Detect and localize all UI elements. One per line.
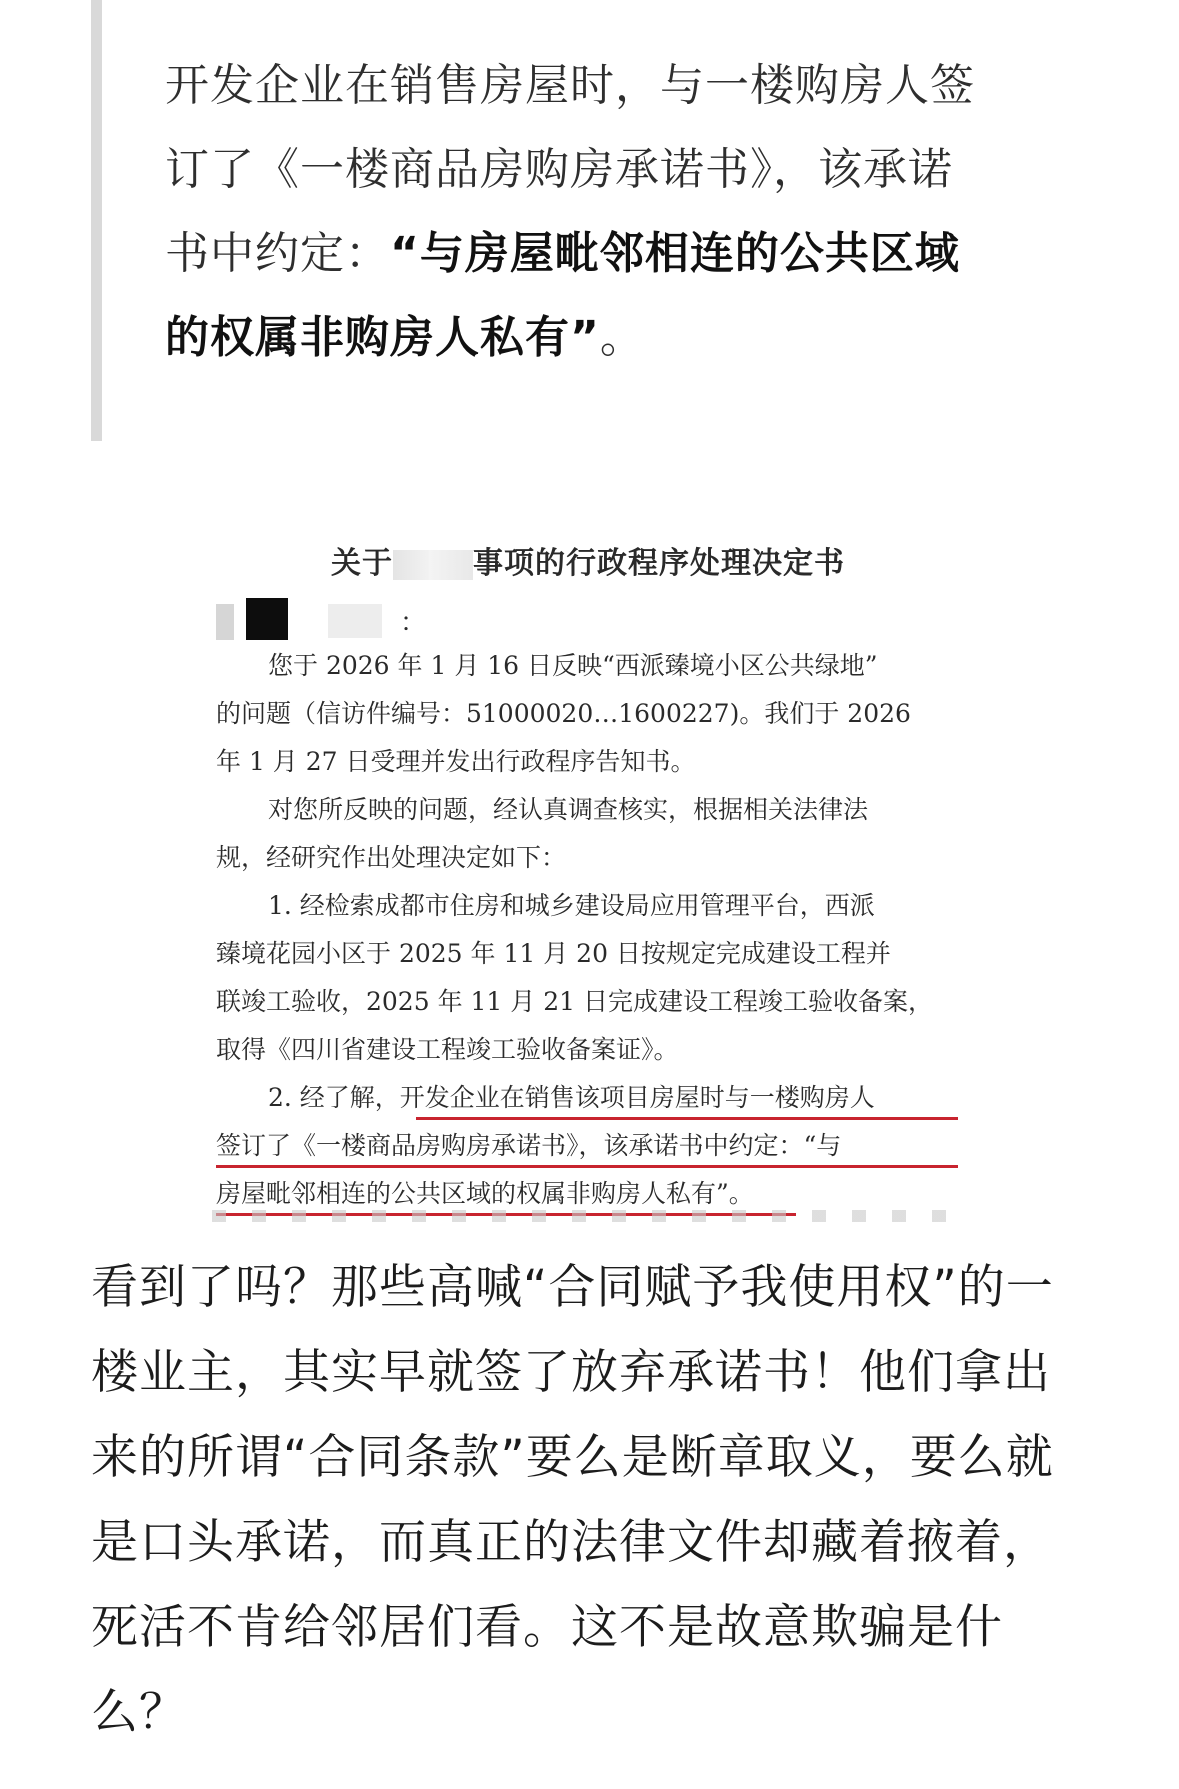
document-line: 规，经研究作出处理决定如下： xyxy=(216,843,567,872)
paragraph-line: 死活不肯给邻居们看。这不是故意欺骗是什 xyxy=(91,1600,1003,1655)
paragraph-line: 是口头承诺，而真正的法律文件却藏着掖着， xyxy=(91,1515,1051,1570)
quote-bold-text: 的权属非购房人私有” xyxy=(165,312,600,363)
quote-bold-text: “与房屋毗邻相连的公共区域 xyxy=(390,228,960,279)
document-line: 联竣工验收，2025 年 11 月 21 日完成建设工程竣工验收备案， xyxy=(216,987,933,1016)
redacted-block xyxy=(429,550,473,580)
document-line: 1. 经检索成都市住房和城乡建设局应用管理平台，西派 xyxy=(268,891,875,920)
document-line: 取得《四川省建设工程竣工验收备案证》。 xyxy=(216,1035,679,1064)
redacted-block xyxy=(393,550,429,580)
redacted-block xyxy=(328,604,382,638)
document-scan-image xyxy=(212,510,964,1222)
cropped-text-edge xyxy=(212,1210,964,1222)
quote-line: 开发企业在销售房屋时，与一楼购房人签 xyxy=(165,60,975,111)
document-title-end: 事项的行政程序处理决定书 xyxy=(473,546,845,581)
paragraph-line: 么？ xyxy=(91,1685,187,1740)
document-line: 您于 2026 年 1 月 16 日反映“西派臻境小区公共绿地” xyxy=(268,651,878,680)
quote-bar xyxy=(91,0,102,441)
document-salutation xyxy=(216,598,516,642)
document-line: 臻境花园小区于 2025 年 11 月 20 日按规定完成建设工程并 xyxy=(216,939,891,968)
paragraph-line: 楼业主，其实早就签了放弃承诺书！他们拿出 xyxy=(91,1345,1051,1400)
redacted-block xyxy=(246,598,288,640)
salutation-colon: ： xyxy=(400,608,427,638)
quote-text xyxy=(165,44,1045,380)
quote-line xyxy=(165,212,1045,296)
document-line: 对您所反映的问题，经认真调查核实，根据相关法律法 xyxy=(268,795,869,824)
document-title xyxy=(212,538,964,582)
paragraph-line: 来的所谓“合同条款”要么是断章取义，要么就 xyxy=(91,1430,1054,1485)
quote-end-text: 。 xyxy=(599,312,645,363)
document-line: 年 1 月 27 日受理并发出行政程序告知书。 xyxy=(216,747,696,776)
document-body xyxy=(216,642,958,1218)
main-paragraph xyxy=(91,1245,1081,1755)
document-line: 的问题（信访件编号：51000020…1600227)。我们于 2026 xyxy=(216,699,911,728)
redacted-block xyxy=(216,604,234,640)
quote-line: 订了《一楼商品房购房承诺书》，该承诺 xyxy=(165,144,953,195)
quote-line xyxy=(165,296,1045,380)
paragraph-line: 看到了吗？那些高喊“合同赋予我使用权”的一 xyxy=(91,1260,1054,1315)
quote-normal-text: 书中约定： xyxy=(165,228,390,279)
document-line-underlined: 2. 经了解，开发企业在销售该项目房屋时与一楼购房人 xyxy=(216,1074,958,1122)
document-line-underlined: 签订了《一楼商品房购房承诺书》，该承诺书中约定：“与 xyxy=(216,1122,958,1170)
document-line-underlined: 房屋毗邻相连的公共区域的权属非购房人私有”。 xyxy=(216,1170,958,1218)
blockquote xyxy=(91,0,1071,441)
document-title-start: 关于 xyxy=(331,546,393,581)
